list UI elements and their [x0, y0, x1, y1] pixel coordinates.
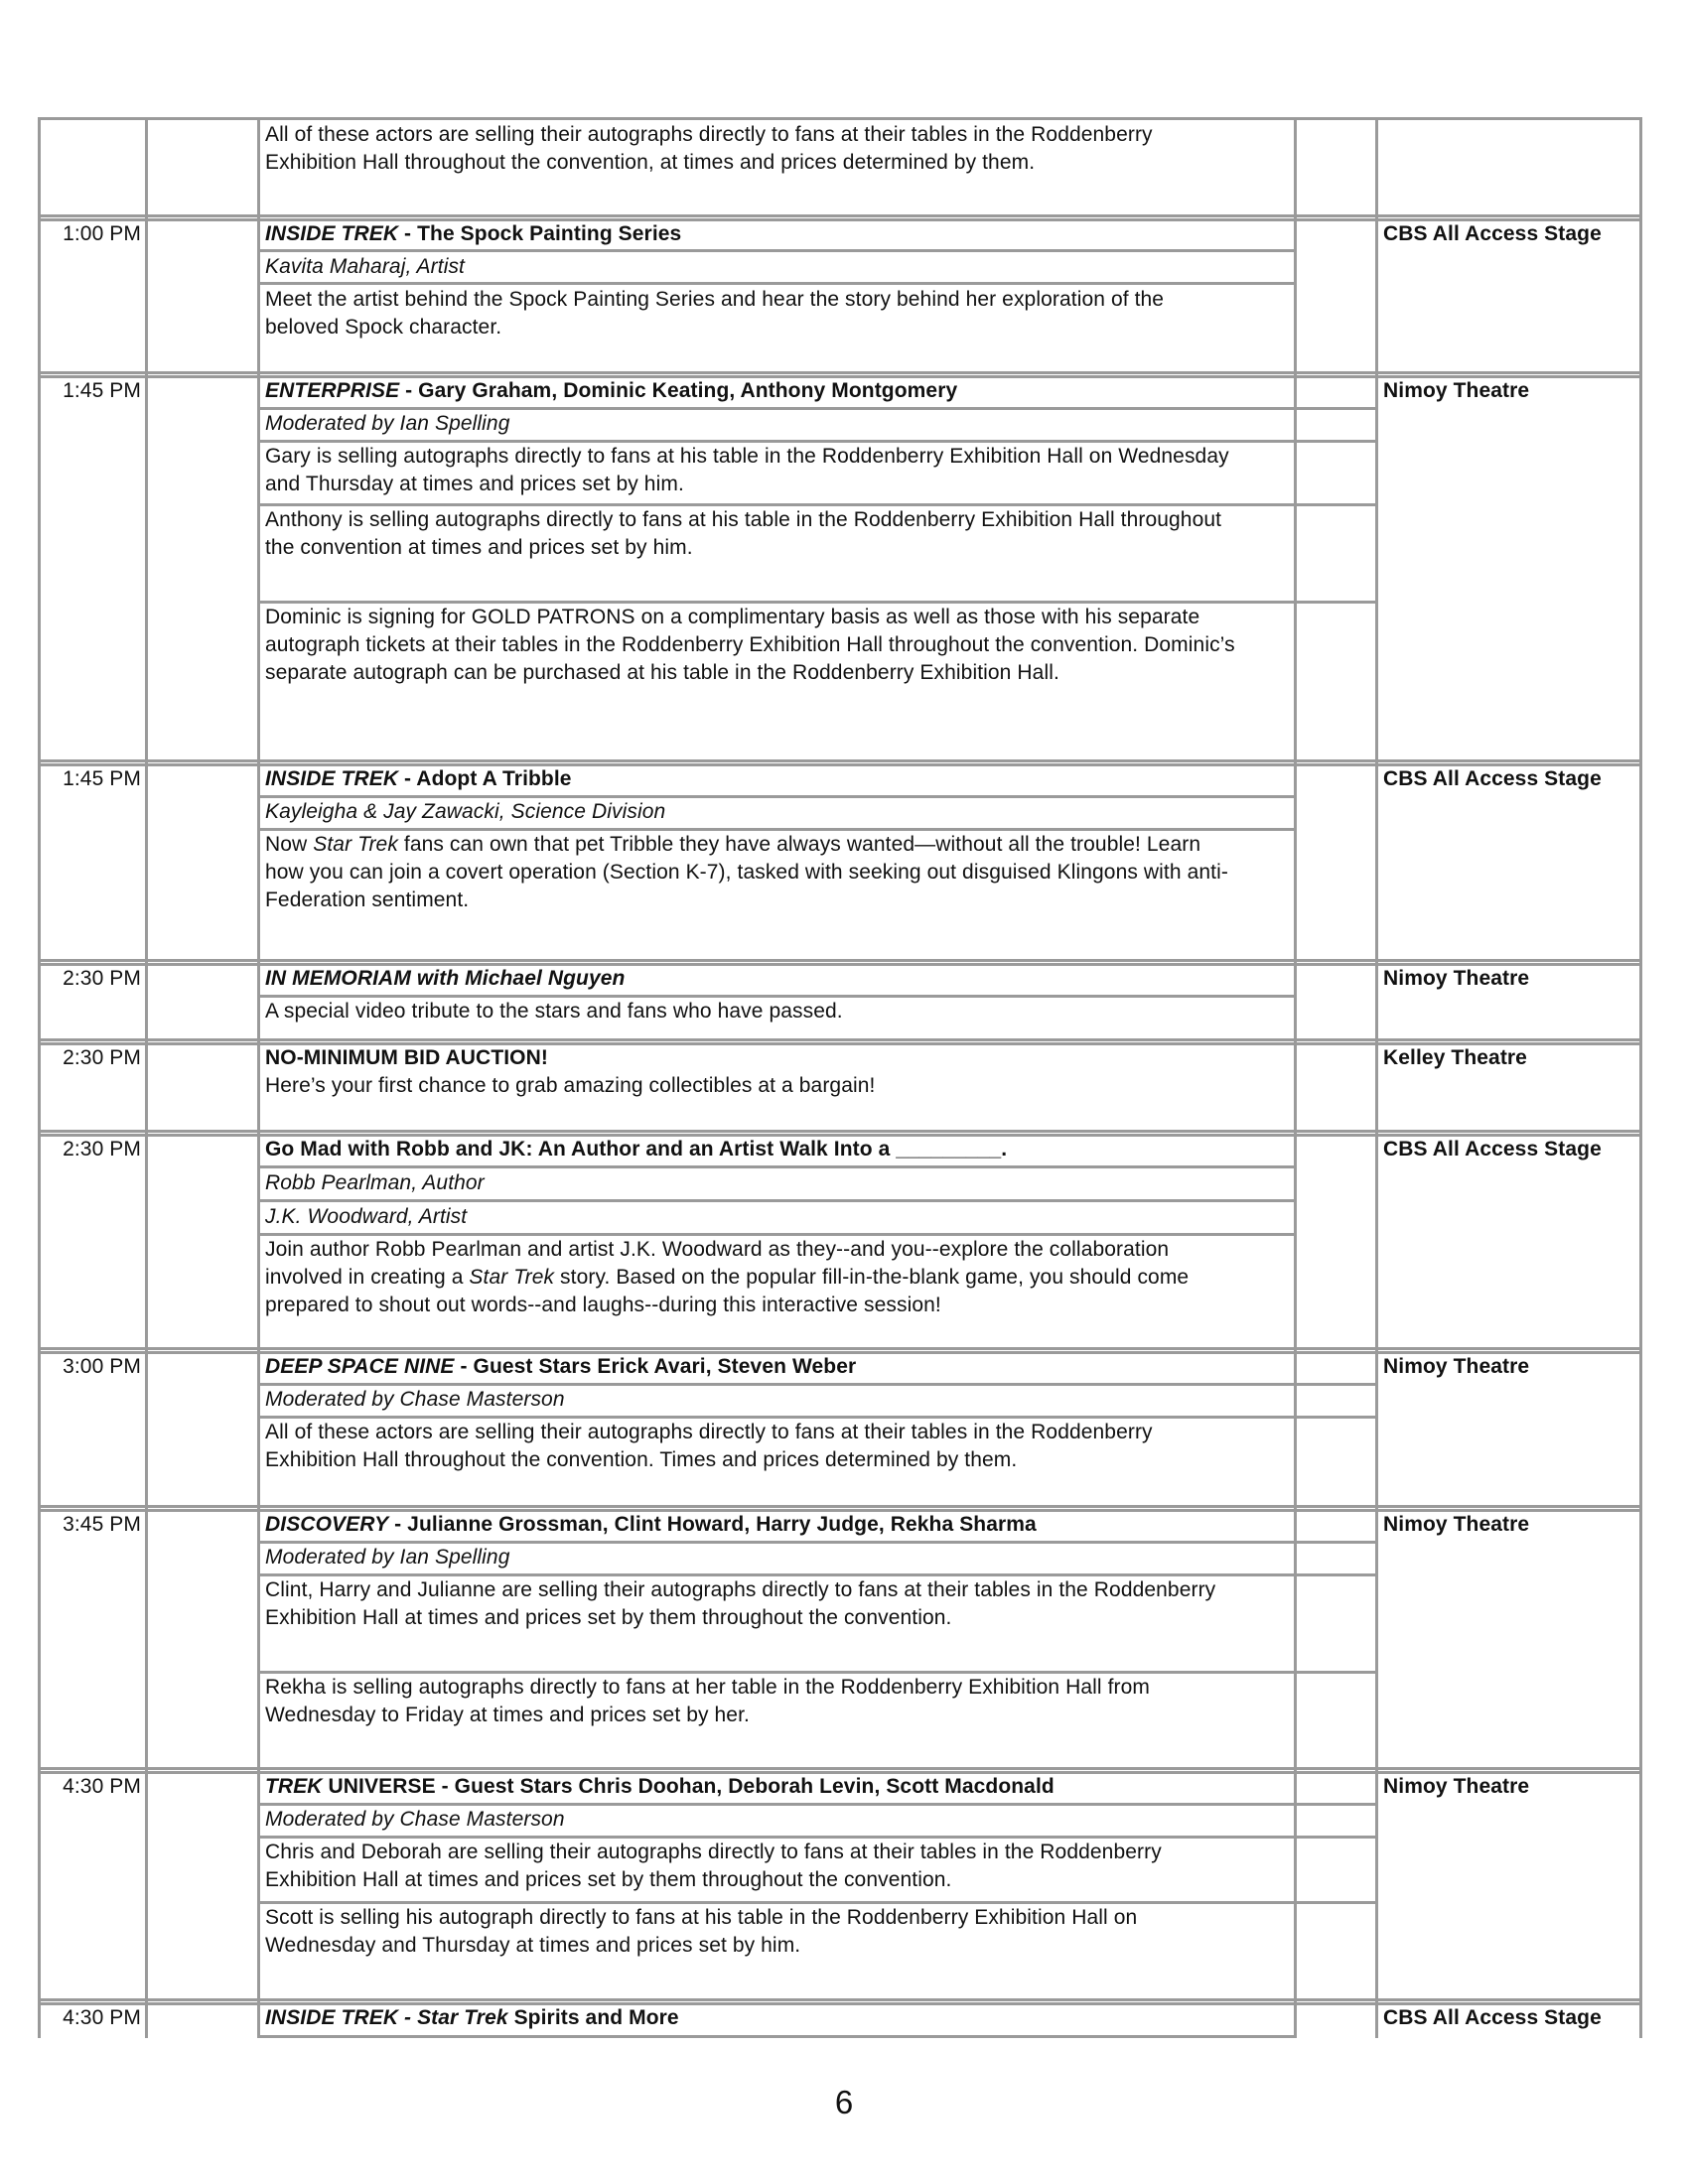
grid-line	[38, 1767, 1642, 1770]
grid-line	[38, 1038, 1642, 1041]
event-description: All of these actors are selling their autographs directly to fans at their tables in the Roddenberry	[265, 123, 1153, 146]
show-title: Star Trek	[313, 833, 398, 856]
grid-line	[257, 2035, 1297, 2038]
event-title	[265, 2004, 1293, 2032]
event-description: Exhibition Hall at times and prices set by them throughout the convention.	[265, 1606, 952, 1629]
series-name: DEEP SPACE NINE	[265, 1355, 455, 1378]
series-name: INSIDE TREK	[265, 222, 399, 245]
session-time: 4:30 PM	[63, 2006, 141, 2029]
session-time: 3:45 PM	[63, 1513, 141, 1536]
grid-line	[38, 1505, 1642, 1508]
event-description: Wednesday and Thursday at times and prices set by him.	[265, 1934, 801, 1957]
grid-line	[257, 117, 260, 2038]
event-subtitle: Moderated by Ian Spelling	[265, 412, 510, 435]
session-room: CBS All Access Stage	[1383, 1138, 1602, 1160]
event-subtitle: Kavita Maharaj, Artist	[265, 255, 465, 278]
grid-line	[1375, 117, 1378, 2038]
session-time: 2:30 PM	[63, 1138, 141, 1160]
event-subtitle: Robb Pearlman, Author	[265, 1171, 485, 1194]
event-title: Go Mad with Robb and JK: An Author and an Artist Walk Into a _________.	[265, 1138, 1008, 1160]
grid-line	[38, 1130, 1642, 1133]
event-description: prepared to shout out words--and laughs--during this interactive session!	[265, 1294, 941, 1316]
event-description: Here’s your first chance to grab amazing collectibles at a bargain!	[265, 1074, 876, 1097]
event-description: and Thursday at times and prices set by him.	[265, 473, 684, 495]
event-subtitle: Moderated by Chase Masterson	[265, 1388, 565, 1411]
session-time: 1:00 PM	[63, 222, 141, 245]
grid-line	[257, 282, 1297, 285]
event-description: Anthony is selling autographs directly to fans at his table in the Roddenberry Exhibition Hall throughout	[265, 508, 1222, 531]
session-room: Nimoy Theatre	[1383, 1513, 1530, 1536]
session-room: Nimoy Theatre	[1383, 379, 1530, 402]
grid-line	[1639, 117, 1642, 2038]
event-description: Gary is selling autographs directly to fans at his table in the Roddenberry Exhibition Hall on Wednesday	[265, 445, 1229, 468]
event-description: Rekha is selling autographs directly to fans at her table in the Roddenberry Exhibition Hall from	[265, 1676, 1151, 1699]
show-title: Star Trek	[469, 1266, 555, 1289]
session-room: Nimoy Theatre	[1383, 1775, 1530, 1798]
session-time: 4:30 PM	[63, 1775, 141, 1798]
event-description: Now Star Trek fans can own that pet Tribble they have always wanted—without all the trouble! Learn	[265, 833, 1201, 856]
grid-line	[145, 117, 148, 2038]
event-description: Chris and Deborah are selling their autographs directly to fans at their tables in the Roddenberry	[265, 1841, 1162, 1863]
session-time: 2:30 PM	[63, 1046, 141, 1069]
series-name: INSIDE TREK	[265, 767, 399, 790]
event-title	[265, 1353, 1293, 1381]
title-rest: UNIVERSE - Guest Stars Chris Doohan, Deborah Levin, Scott Macdonald	[322, 1775, 1055, 1798]
event-description: All of these actors are selling their autographs directly to fans at their tables in the Roddenberry	[265, 1421, 1153, 1443]
session-room: CBS All Access Stage	[1383, 2006, 1602, 2029]
event-description: A special video tribute to the stars and fans who have passed.	[265, 1000, 843, 1023]
event-description: Wednesday to Friday at times and prices set by her.	[265, 1704, 750, 1726]
event-description: the convention at times and prices set by him.	[265, 536, 693, 559]
event-description: Exhibition Hall throughout the convention, at times and prices determined by them.	[265, 151, 1036, 174]
session-time: 1:45 PM	[63, 379, 141, 402]
event-title	[265, 1511, 1293, 1539]
session-room: CBS All Access Stage	[1383, 767, 1602, 790]
event-title	[265, 1773, 1293, 1801]
event-description: Scott is selling his autograph directly to fans at his table in the Roddenberry Exhibition Hall on	[265, 1906, 1138, 1929]
session-room: Nimoy Theatre	[1383, 967, 1530, 990]
event-description: Federation sentiment.	[265, 888, 470, 911]
title-rest: Spirits and More	[507, 2006, 679, 2029]
grid-line	[257, 249, 1297, 252]
grid-line	[38, 959, 1642, 962]
page-number: 6	[834, 2084, 854, 2120]
grid-line	[1294, 117, 1297, 2038]
event-description: Clint, Harry and Julianne are selling their autographs directly to fans at their tables in the Roddenberry	[265, 1578, 1216, 1601]
title-rest: - Julianne Grossman, Clint Howard, Harry Judge, Rekha Sharma	[388, 1513, 1037, 1536]
grid-line	[38, 214, 1642, 217]
event-title	[265, 377, 1293, 405]
event-title: NO-MINIMUM BID AUCTION!	[265, 1046, 548, 1069]
event-description: autograph tickets at their tables in the Roddenberry Exhibition Hall throughout the convention. Dominic’s	[265, 633, 1235, 656]
event-description: involved in creating a Star Trek story. Based on the popular fill-in-the-blank game, you should come	[265, 1266, 1190, 1289]
grid-line	[38, 759, 1642, 762]
session-time: 2:30 PM	[63, 967, 141, 990]
grid-line	[38, 1998, 1642, 2001]
event-description: Meet the artist behind the Spock Painting Series and hear the story behind her exploration of the	[265, 288, 1165, 311]
session-room: Kelley Theatre	[1383, 1046, 1527, 1069]
series-name: DISCOVERY	[265, 1513, 389, 1536]
grid-line	[38, 117, 1642, 120]
grid-line	[38, 371, 1642, 374]
grid-line	[257, 1165, 1297, 1168]
grid-line	[38, 117, 41, 2038]
event-subtitle: Kayleigha & Jay Zawacki, Science Division	[265, 800, 666, 823]
event-description: how you can join a covert operation (Section K-7), tasked with seeking out disguised Klingons with anti-	[265, 861, 1228, 884]
event-description: Exhibition Hall at times and prices set by them throughout the convention.	[265, 1868, 952, 1891]
title-rest: - Gary Graham, Dominic Keating, Anthony Montgomery	[399, 379, 958, 402]
title-rest: - Adopt A Tribble	[398, 767, 572, 790]
session-room: Nimoy Theatre	[1383, 1355, 1530, 1378]
title-rest: - Guest Stars Erick Avari, Steven Weber	[454, 1355, 857, 1378]
session-time: 3:00 PM	[63, 1355, 141, 1378]
series-name: ENTERPRISE	[265, 379, 400, 402]
title-rest: - The Spock Painting Series	[398, 222, 682, 245]
event-description: Exhibition Hall throughout the convention. Times and prices determined by them.	[265, 1448, 1018, 1471]
event-subtitle: Moderated by Chase Masterson	[265, 1808, 565, 1831]
grid-line	[257, 1199, 1297, 1202]
session-time: 1:45 PM	[63, 767, 141, 790]
event-description: Dominic is signing for GOLD PATRONS on a complimentary basis as well as those with his separate	[265, 606, 1200, 628]
event-title: IN MEMORIAM with Michael Nguyen	[265, 967, 626, 990]
event-subtitle: Moderated by Ian Spelling	[265, 1546, 510, 1569]
event-description: separate autograph can be purchased at his table in the Roddenberry Exhibition Hall.	[265, 661, 1059, 684]
session-room: CBS All Access Stage	[1383, 222, 1602, 245]
event-subtitle: J.K. Woodward, Artist	[265, 1205, 468, 1228]
event-title	[265, 765, 1293, 793]
event-description: beloved Spock character.	[265, 316, 502, 339]
grid-line	[38, 1347, 1642, 1350]
event-description: Join author Robb Pearlman and artist J.K. Woodward as they--and you--explore the collaboration	[265, 1238, 1170, 1261]
series-name: TREK	[265, 1775, 323, 1798]
series-name: INSIDE TREK - Star Trek	[265, 2006, 508, 2029]
event-title	[265, 220, 1293, 248]
